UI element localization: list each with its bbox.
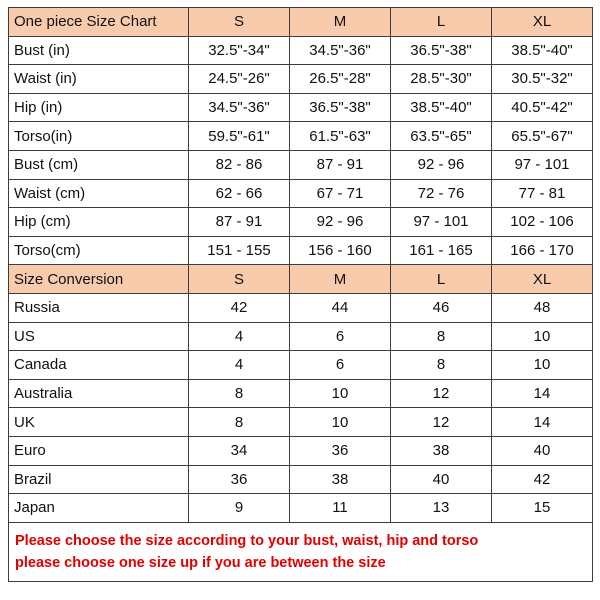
row-label: Canada bbox=[9, 351, 189, 380]
row-label: Australia bbox=[9, 379, 189, 408]
conversion-row bbox=[9, 351, 593, 380]
size-conversion-title: Size Conversion bbox=[9, 265, 189, 294]
size-cell: 10 bbox=[492, 351, 593, 380]
row-label: Torso(cm) bbox=[9, 236, 189, 265]
size-cell: 92 - 96 bbox=[391, 150, 492, 179]
measurement-row bbox=[9, 122, 593, 151]
note-line2: please choose one size up if you are between the size bbox=[15, 554, 386, 571]
conversion-row bbox=[9, 408, 593, 437]
size-column-header: M bbox=[290, 265, 391, 294]
size-cell: 65.5"-67" bbox=[492, 122, 593, 151]
note-row bbox=[9, 522, 593, 581]
size-cell: 6 bbox=[290, 351, 391, 380]
row-label: Waist (in) bbox=[9, 65, 189, 94]
size-cell: 61.5"-63" bbox=[290, 122, 391, 151]
measurement-row bbox=[9, 208, 593, 237]
size-cell: 26.5"-28" bbox=[290, 65, 391, 94]
size-cell: 10 bbox=[492, 322, 593, 351]
size-cell: 4 bbox=[189, 322, 290, 351]
size-cell: 36.5"-38" bbox=[290, 93, 391, 122]
size-cell: 44 bbox=[290, 293, 391, 322]
size-cell: 38.5"-40" bbox=[492, 36, 593, 65]
size-column-header: S bbox=[189, 265, 290, 294]
row-label: Japan bbox=[9, 494, 189, 523]
size-cell: 63.5"-65" bbox=[391, 122, 492, 151]
size-cell: 40 bbox=[492, 436, 593, 465]
size-cell: 36 bbox=[189, 465, 290, 494]
size-cell: 82 - 86 bbox=[189, 150, 290, 179]
measurement-row bbox=[9, 36, 593, 65]
size-column-header: L bbox=[391, 265, 492, 294]
row-label: US bbox=[9, 322, 189, 351]
size-cell: 40 bbox=[391, 465, 492, 494]
measurement-row bbox=[9, 93, 593, 122]
size-column-header: M bbox=[290, 8, 391, 37]
size-cell: 42 bbox=[189, 293, 290, 322]
conversion-row bbox=[9, 322, 593, 351]
conversion-row bbox=[9, 293, 593, 322]
measurement-row bbox=[9, 150, 593, 179]
size-cell: 11 bbox=[290, 494, 391, 523]
size-cell: 30.5"-32" bbox=[492, 65, 593, 94]
size-cell: 151 - 155 bbox=[189, 236, 290, 265]
size-cell: 34.5"-36" bbox=[290, 36, 391, 65]
size-cell: 40.5"-42" bbox=[492, 93, 593, 122]
size-cell: 9 bbox=[189, 494, 290, 523]
row-label: Euro bbox=[9, 436, 189, 465]
size-column-header: XL bbox=[492, 265, 593, 294]
size-cell: 38.5"-40" bbox=[391, 93, 492, 122]
size-cell: 97 - 101 bbox=[391, 208, 492, 237]
size-cell: 28.5"-30" bbox=[391, 65, 492, 94]
size-cell: 92 - 96 bbox=[290, 208, 391, 237]
size-cell: 10 bbox=[290, 379, 391, 408]
conversion-row bbox=[9, 436, 593, 465]
size-cell: 166 - 170 bbox=[492, 236, 593, 265]
size-cell: 6 bbox=[290, 322, 391, 351]
row-label: Russia bbox=[9, 293, 189, 322]
size-cell: 87 - 91 bbox=[290, 150, 391, 179]
size-cell: 48 bbox=[492, 293, 593, 322]
size-cell: 8 bbox=[189, 408, 290, 437]
size-cell: 24.5"-26" bbox=[189, 65, 290, 94]
size-cell: 72 - 76 bbox=[391, 179, 492, 208]
size-cell: 8 bbox=[189, 379, 290, 408]
size-cell: 12 bbox=[391, 408, 492, 437]
size-cell: 67 - 71 bbox=[290, 179, 391, 208]
size-conversion-header-row bbox=[9, 265, 593, 294]
size-cell: 87 - 91 bbox=[189, 208, 290, 237]
size-cell: 13 bbox=[391, 494, 492, 523]
measurement-row bbox=[9, 179, 593, 208]
size-cell: 42 bbox=[492, 465, 593, 494]
size-cell: 46 bbox=[391, 293, 492, 322]
size-cell: 32.5"-34" bbox=[189, 36, 290, 65]
size-chart-body bbox=[9, 8, 593, 582]
row-label: Waist (cm) bbox=[9, 179, 189, 208]
row-label: Brazil bbox=[9, 465, 189, 494]
size-cell: 4 bbox=[189, 351, 290, 380]
row-label: Hip (in) bbox=[9, 93, 189, 122]
size-column-header: S bbox=[189, 8, 290, 37]
conversion-row bbox=[9, 465, 593, 494]
size-column-header: XL bbox=[492, 8, 593, 37]
conversion-row bbox=[9, 379, 593, 408]
size-cell: 10 bbox=[290, 408, 391, 437]
size-cell: 38 bbox=[391, 436, 492, 465]
row-label: UK bbox=[9, 408, 189, 437]
row-label: Hip (cm) bbox=[9, 208, 189, 237]
row-label: Bust (cm) bbox=[9, 150, 189, 179]
note-line1: Please choose the size according to your bust, waist, hip and torso bbox=[15, 532, 479, 549]
size-cell: 8 bbox=[391, 322, 492, 351]
size-cell: 156 - 160 bbox=[290, 236, 391, 265]
size-chart-title: One piece Size Chart bbox=[9, 8, 189, 37]
size-cell: 36.5"-38" bbox=[391, 36, 492, 65]
row-label: Bust (in) bbox=[9, 36, 189, 65]
size-cell: 15 bbox=[492, 494, 593, 523]
size-cell: 34.5"-36" bbox=[189, 93, 290, 122]
size-cell: 59.5"-61" bbox=[189, 122, 290, 151]
measurement-row bbox=[9, 236, 593, 265]
size-cell: 161 - 165 bbox=[391, 236, 492, 265]
size-cell: 34 bbox=[189, 436, 290, 465]
size-cell: 14 bbox=[492, 408, 593, 437]
size-column-header: L bbox=[391, 8, 492, 37]
conversion-row bbox=[9, 494, 593, 523]
size-cell: 38 bbox=[290, 465, 391, 494]
size-cell: 97 - 101 bbox=[492, 150, 593, 179]
measurement-row bbox=[9, 65, 593, 94]
row-label: Torso(in) bbox=[9, 122, 189, 151]
size-cell: 8 bbox=[391, 351, 492, 380]
size-cell: 77 - 81 bbox=[492, 179, 593, 208]
size-chart-table bbox=[8, 7, 593, 582]
size-cell: 62 - 66 bbox=[189, 179, 290, 208]
size-note bbox=[9, 522, 593, 581]
size-cell: 36 bbox=[290, 436, 391, 465]
size-cell: 12 bbox=[391, 379, 492, 408]
size-cell: 102 - 106 bbox=[492, 208, 593, 237]
size-chart-header-row bbox=[9, 8, 593, 37]
size-cell: 14 bbox=[492, 379, 593, 408]
